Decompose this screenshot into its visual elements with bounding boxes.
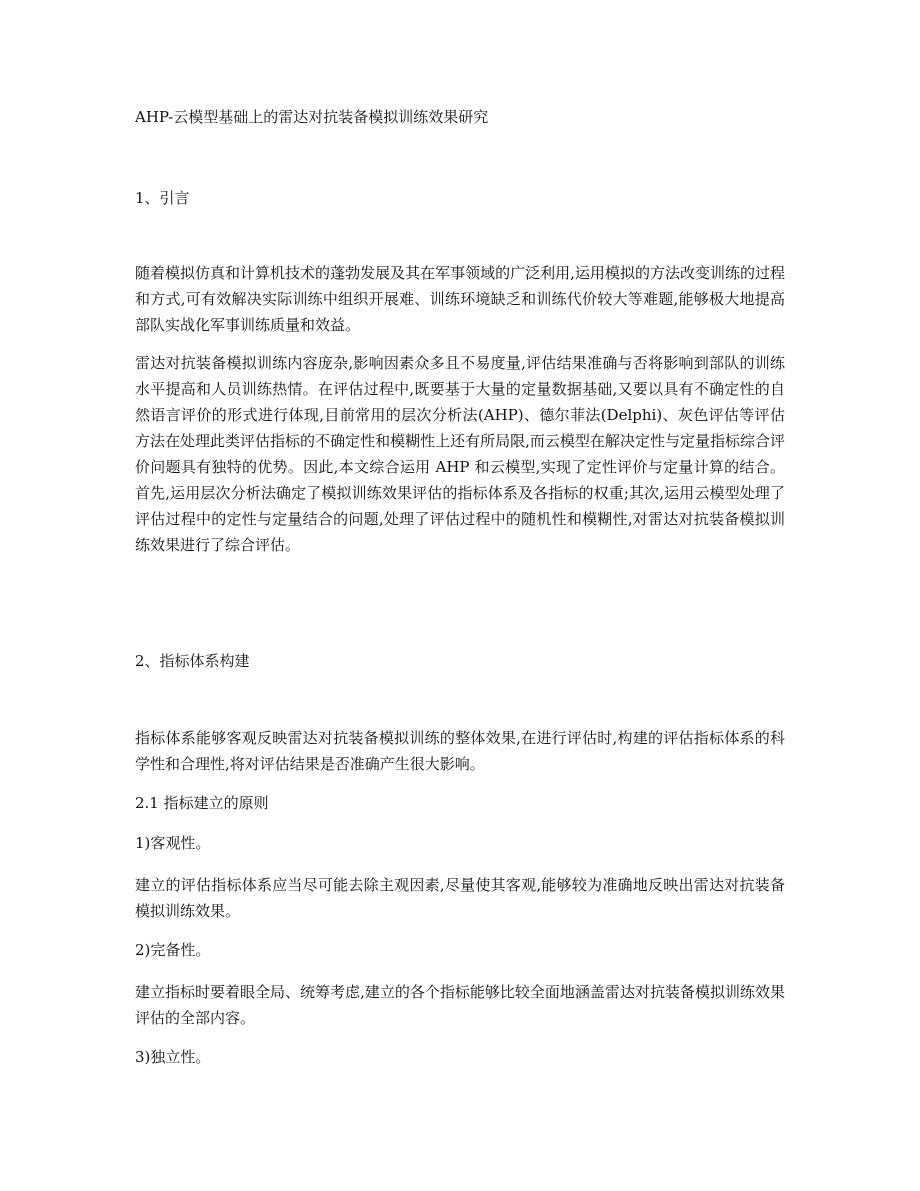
- subsection-2-1-heading: 2.1 指标建立的原则: [135, 794, 269, 812]
- paragraph: 指标体系能够客观反映雷达对抗装备模拟训练的整体效果,在进行评估时,构建的评估指标体系的科学性和合理性,将对评估结果是否准确产生很大影响。: [135, 729, 785, 773]
- document-title: AHP-云模型基础上的雷达对抗装备模拟训练效果研究: [135, 108, 489, 126]
- principle-label: 3)独立性。: [135, 1048, 211, 1066]
- principle-label: 1)客观性。: [135, 834, 211, 852]
- principle-label: 2)完备性。: [135, 941, 211, 959]
- principle-text: 建立的评估指标体系应当尽可能去除主观因素,尽量使其客观,能够较为准确地反映出雷达对抗装备模拟训练效果。: [135, 876, 785, 920]
- section-2-heading: 2、指标体系构建: [135, 652, 250, 670]
- paragraph: 随着模拟仿真和计算机技术的蓬勃发展及其在军事领域的广泛利用,运用模拟的方法改变训练的过程和方式,可有效解决实际训练中组织开展难、训练环境缺乏和训练代价较大等难题,能够极大地提高部队实战化军事训练质量和效益。: [135, 264, 785, 334]
- paragraph: 雷达对抗装备模拟训练内容庞杂,影响因素众多且不易度量,评估结果准确与否将影响到部队的训练水平提高和人员训练热情。在评估过程中,既要基于大量的定量数据基础,又要以具有不确定性的自然语言评价的形式进行体现,目前常用的层次分析法(AHP)、德尔菲法(Delphi)、灰色评估等评估方法在处理此类评估指标的不确定性和模糊性上还有所局限,而云模型在解决定性与定量指标综合评价问题具有独特的优势。因此,本文综合运用 AHP 和云模型,实现了定性评价与定量计算的结合。首先,运用层次分析法确定了模拟训练效果评估的指标体系及各指标的权重;其次,运用云模型处理了评估过程中的定性与定量结合的问题,处理了评估过程中的随机性和模糊性,对雷达对抗装备模拟训练效果进行了综合评估。: [135, 354, 785, 554]
- principle-text: 建立指标时要着眼全局、统筹考虑,建立的各个指标能够比较全面地涵盖雷达对抗装备模拟训练效果评估的全部内容。: [135, 983, 785, 1027]
- section-1-heading: 1、引言: [135, 189, 190, 207]
